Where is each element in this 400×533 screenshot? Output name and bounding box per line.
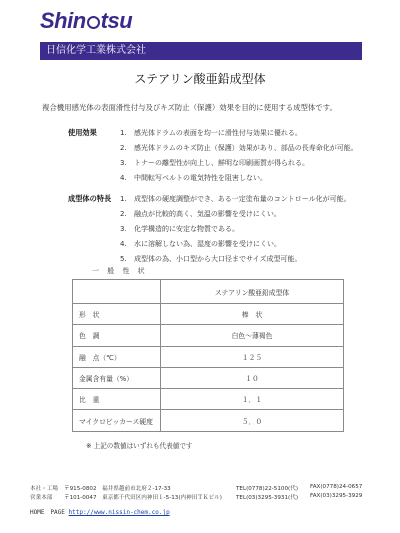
list-item: 3. トナーの離型性が向上し、鮮明な印刷画質が得られる。 <box>120 159 309 167</box>
table-column-header: ステアリン酸亜鉛成型体 <box>161 280 344 304</box>
property-value: １２５ <box>161 346 344 367</box>
usage-label: 使用効果 <box>68 128 97 137</box>
footer-label: 本社・工場 <box>30 486 58 492</box>
footer-address: 〒101-0047 東京都千代田区内神田１-5-13(内神田ＴＫビル) <box>64 495 222 501</box>
property-name: 金属含有量（%） <box>73 367 161 388</box>
table-header-empty <box>73 280 161 304</box>
list-item: 4. 水に溶解しない為、湿度の影響を受けにくい。 <box>120 240 281 248</box>
properties-table <box>72 279 344 432</box>
homepage-link[interactable]: http://www.nissin-chem.co.jp <box>68 509 170 516</box>
list-item: 5. 成型体の為、小口型から大口径までサイズ成型可能。 <box>120 255 302 263</box>
list-item: 2. 融点が比較的高く、気温の影響を受けにくい。 <box>120 210 281 218</box>
table-note: ※ 上記の数値はいずれも代表値です <box>86 442 193 450</box>
table-header-row <box>73 280 344 304</box>
logo-text-left: Shin <box>40 8 86 33</box>
property-name: 色 調 <box>73 325 161 346</box>
logo-ring-icon <box>87 16 100 29</box>
table-row <box>73 410 344 431</box>
list-item: 4. 中間転写ベルトの電気特性を阻害しない。 <box>120 174 267 182</box>
property-name: 形 状 <box>73 304 161 325</box>
footer-fax: FAX(03)3295-3929 <box>310 493 363 499</box>
list-item: 1. 感光体ドラムの表面を均一に滑性付与効果に優れる。 <box>120 129 302 137</box>
list-item: 3. 化学構造的に安定な物質である。 <box>120 225 239 233</box>
usage-list <box>120 128 358 188</box>
properties-label: 一 般 性 状 <box>92 267 148 275</box>
list-item: 2. 感光体ドラムのキズ防止（保護）効果があり、部品の長寿命化が可能。 <box>120 144 358 152</box>
property-value: 棒 状 <box>161 304 344 325</box>
footer-tel: TEL(0778)22-5100(代) <box>236 486 298 492</box>
footer-tel: TEL(03)3295-3931(代) <box>236 495 298 501</box>
table-row <box>73 325 344 346</box>
property-value: １．１ <box>161 389 344 410</box>
table-row <box>73 304 344 325</box>
homepage-label: HOME PAGE <box>30 509 65 516</box>
features-label: 成型体の特長 <box>68 194 112 203</box>
shin-etsu-logo <box>40 8 132 34</box>
footer-fax: FAX(0778)24-0657 <box>310 484 363 490</box>
footer-label: 営業本部 <box>30 495 53 501</box>
property-name: 比 重 <box>73 389 161 410</box>
property-value: 白色～薄褐色 <box>161 325 344 346</box>
homepage-line <box>30 507 170 516</box>
table-row <box>73 367 344 388</box>
table-row <box>73 346 344 367</box>
company-name-band <box>40 42 362 60</box>
intro-text: 複合機用感光体の表面滑性付与及びキズ防止（保護）効果を目的に使用する成型体です。 <box>42 103 337 112</box>
property-name: 融 点（℃） <box>73 346 161 367</box>
company-name: 日信化学工業株式会社 <box>46 45 146 56</box>
table-row <box>73 389 344 410</box>
footer-address: 〒915-0802 福井県越前市北府２-17-33 <box>64 486 171 492</box>
list-item: 1. 成型体の硬度調整ができ、ある一定塗布量のコントロール化が可能。 <box>120 195 351 203</box>
property-value: １０ <box>161 367 344 388</box>
features-list <box>120 194 351 269</box>
logo-text-right: tsu <box>100 8 133 33</box>
document-title: ステアリン酸亜鉛成型体 <box>134 72 266 86</box>
property-value: ５．０ <box>161 410 344 431</box>
property-name: マイクロビッカース硬度 <box>73 410 161 431</box>
